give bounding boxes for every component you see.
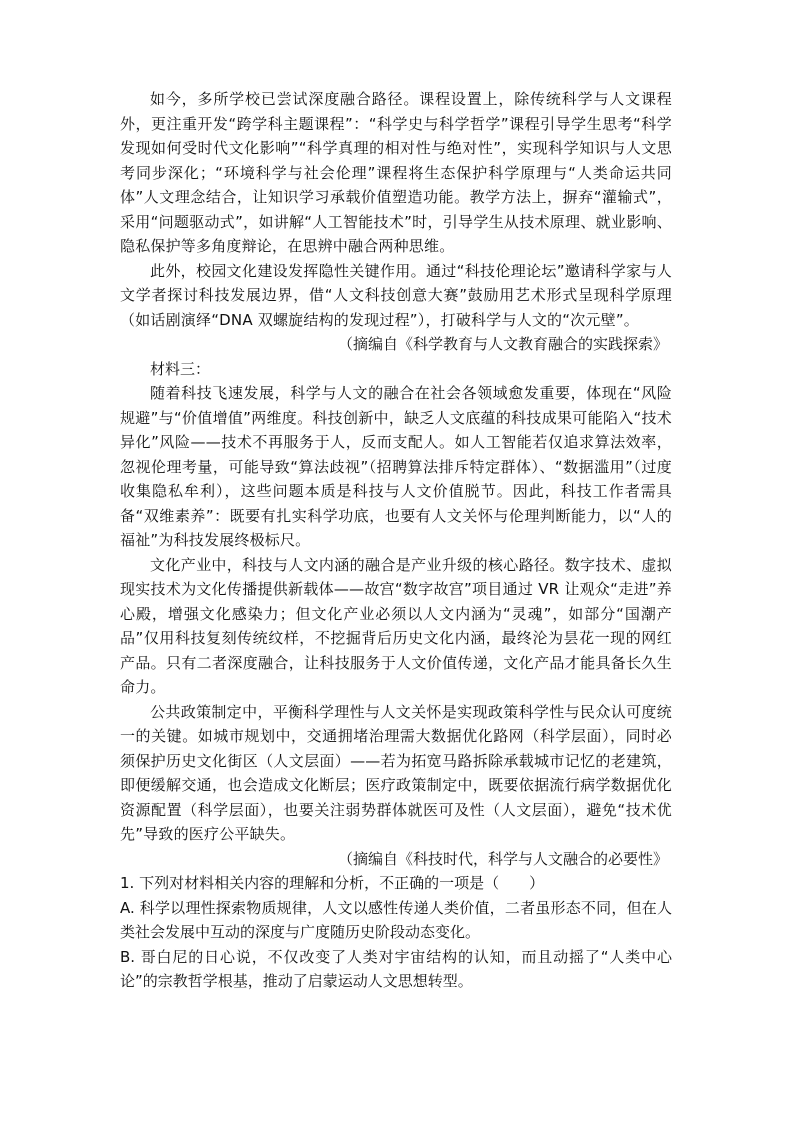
paragraph-public-policy: 公共政策制定中，平衡科学理性与人文关怀是实现政策科学性与民众认可度统一的关键。如城市规划中，交通拥堵治理需大数据优化路网（科学层面），同时必须保护历史文化街区（人文层面）——若为拓宽马路拆除承载城市记忆的老建筑，即便缓解交通，也会造成文化断层；医疗政策制定中，既要依据流行病学数据优化资源配置（科学层面），也要关注弱势群体就医可及性（人文层面），避免“技术优先”导致的医疗公平缺失。 (120, 702, 672, 843)
paragraph-culture-industry: 文化产业中，科技与人文内涵的融合是产业升级的核心路径。数字技术、虚拟现实技术为文化传播提供新载体——故宫“数字故宫”项目通过 VR 让观众“走进”养心殿，增强文化感染力；但文化产业必须以人文内涵为“灵魂”，如部分“国潮产品”仅用科技复刻传统纹样，不挖掘背后历史文化内涵，最终沦为昙花一现的网红产品。只有二者深度融合，让科技服务于人文价值传递，文化产品才能具备长久生命力。 (120, 555, 672, 696)
document-page (120, 87, 672, 994)
paragraph-tech-innovation: 随着科技飞速发展，科学与人文的融合在社会各领域愈发重要，体现在“风险规避”与“价值增值”两维度。科技创新中，缺乏人文底蕴的科技成果可能陷入“技术异化”风险——技术不再服务于人，反而支配人。如人工智能若仅追求算法效率，忽视伦理考量，可能导致“算法歧视”（招聘算法排斥特定群体）、“数据滥用”（过度收集隐私牟利），这些问题本质是科技与人文价值脱节。因此，科技工作者需具备“双维素养”：既要有扎实科学功底，也要有人文关怀与伦理判断能力，以“人的福祉”为科技发展终极标尺。 (120, 384, 672, 549)
question-1-option-b: B. 哥白尼的日心说，不仅改变了人类对宇宙结构的认知，而且动摇了“人类中心论”的宗教哲学根基，推动了启蒙运动人文思想转型。 (120, 947, 672, 990)
paragraph-campus-culture: 此外，校园文化建设发挥隐性关键作用。通过“科技伦理论坛”邀请科学家与人文学者探讨科技发展边界，借“人文科技创意大赛”鼓励用艺术形式呈现科学原理（如话剧演绎“DNA 双螺旋结构的发现过程”），打破科学与人文的“次元壁”。 (120, 261, 672, 329)
question-1-stem: 1. 下列对材料相关内容的理解和分析，不正确的一项是（ ） (120, 874, 545, 892)
source-citation-2: （摘编自《科学教育与人文教育融合的实践探索》 (337, 335, 668, 353)
question-1-option-a: A. 科学以理性探索物质规律，人文以感性传递人类价值，二者虽形态不同，但在人类社会发展中互动的深度与广度随历史阶段动态变化。 (120, 898, 672, 941)
material-three-heading: 材料三： (150, 359, 211, 378)
source-citation-3: （摘编自《科技时代，科学与人文融合的必要性》 (337, 849, 668, 868)
paragraph-integration-paths: 如今，多所学校已尝试深度融合路径。课程设置上，除传统科学与人文课程外，更注重开发“跨学科主题课程”：“科学史与科学哲学”课程引导学生思考“科学发现如何受时代文化影响”“科学真理的相对性与绝对性”，实现科学知识与人文思考同步深化；“环境科学与社会伦理”课程将生态保护科学原理与“人类命运共同体”人文理念结合，让知识学习承载价值塑造功能。教学方法上，摒弃“灌输式”，采用“问题驱动式”，如讲解“人工智能技术”时，引导学生从技术原理、就业影响、隐私保护等多角度辩论，在思辨中融合两种思维。 (120, 90, 672, 255)
